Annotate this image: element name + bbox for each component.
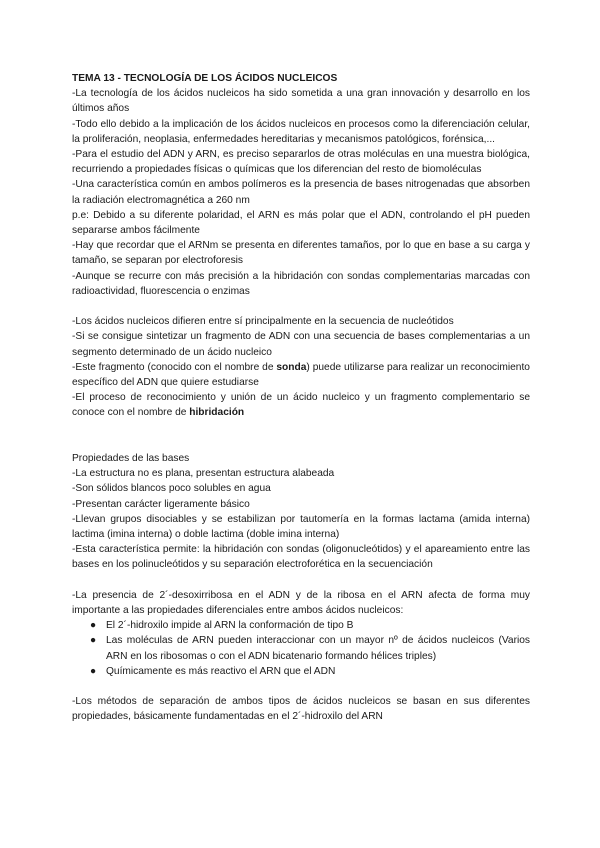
hybridization-term: hibridación [189, 407, 245, 419]
list-item [90, 618, 530, 633]
document-page [72, 71, 530, 725]
intro-paragraph: -Aunque se recurre con más precisión a la hibridación con sondas complementarias marcadas con radioactividad, fluorescencia o enzimas [72, 270, 530, 297]
hybrid-paragraph [72, 390, 530, 420]
list-item [90, 664, 530, 679]
bullet-icon: ● [90, 635, 97, 647]
intro-paragraph: -Para el estudio del ADN y ARN, es preciso separarlos de otras moléculas en una muestra biológica, recurriendo a propiedades físicas o químicas que los diferencian del resto de biomoléculas [72, 149, 530, 176]
sugar-section [72, 588, 530, 679]
intro-section [72, 86, 530, 299]
intro-paragraph: p.e: Debido a su diferente polaridad, el ARN es más polar que el ADN, controlando el pH pueden separarse ambos fácilmente [72, 209, 530, 237]
intro-paragraph: -Hay que recordar que el ARNm se presenta en diferentes tamaños, por lo que en base a su carga y tamaño, se separan por electroforesis [72, 240, 530, 267]
bases-item: -Esta característica permite: la hibridación con sondas (oligonucleótidos) y el apareamiento entre las bases en los polinucleótidos y su separación electroforética en la secuenciación [72, 544, 530, 571]
bullet-icon: ● [90, 665, 97, 677]
intro-paragraph: -Todo ello debido a la implicación de los ácidos nucleicos en procesos como la diferenciación celular, la proliferación, neoplasia, enfermedades hereditarias y mecanismos patológicos, forénsica,... [72, 118, 530, 145]
list-item-text: Químicamente es más reactivo el ARN que el ADN [106, 665, 336, 677]
sugar-intro: -La presencia de 2´-desoxirribosa en el ADN y de la ribosa en el ARN afecta de forma muy importante a las propiedades diferenciales entre ambos ácidos nucleicos: [72, 589, 530, 617]
bases-item: -Son sólidos blancos poco solubles en agua [72, 483, 271, 495]
hybrid-paragraph [72, 360, 530, 390]
bases-item: -Presentan carácter ligeramente básico [72, 498, 250, 510]
sugar-bullet-list [72, 618, 530, 679]
bullet-icon: ● [90, 620, 97, 632]
probe-term: sonda [276, 361, 307, 373]
bases-item: -La estructura no es plana, presentan estructura alabeada [72, 468, 335, 480]
section-heading: Propiedades de las bases [72, 453, 190, 465]
list-item [90, 633, 530, 663]
bases-section [72, 451, 530, 573]
intro-paragraph: -La tecnología de los ácidos nucleicos ha sido sometida a una gran innovación y desarrollo en los últimos años [72, 88, 530, 115]
hybrid-paragraph: -Si se consigue sintetizar un fragmento de ADN con una secuencia de bases complementarias a un segmento determinado de un ácido nucleico [72, 331, 530, 358]
hybrid-paragraph: -Los ácidos nucleicos difieren entre sí principalmente en la secuencia de nucleótidos [72, 316, 454, 328]
list-item-text: El 2´-hidroxilo impide al ARN la conformación de tipo B [106, 620, 354, 632]
intro-paragraph: -Una característica común en ambos polímeros es la presencia de bases nitrogenadas que absorben la radiación electromagnética a 260 nm [72, 179, 530, 206]
page-title: TEMA 13 - TECNOLOGÍA DE LOS ÁCIDOS NUCLEICOS [72, 73, 338, 84]
hybridization-text: -El proceso de reconocimiento y unión de un ácido nucleico y un fragmento complementario se conoce con el nombre de [72, 392, 530, 419]
bases-item: -Llevan grupos disociables y se estabilizan por tautomería en la formas lactama (amida interna) lactima (imina interna) o doble lactima (doble imina interna) [72, 513, 530, 541]
hybridization-section [72, 314, 530, 420]
probe-text-before: -Este fragmento (conocido con el nombre de [72, 361, 277, 373]
probe-text-after: ) puede utilizarse para realizar un reconocimiento específico del ADN que quiere estudiarse [72, 361, 530, 389]
closing-paragraph: -Los métodos de separación de ambos tipos de ácidos nucleicos se basan en sus diferentes propiedades, básicamente fundamentadas en el 2´-hidroxilo del ARN [72, 696, 530, 723]
list-item-text: Las moléculas de ARN pueden interaccionar con un mayor nº de ácidos nucleicos (Varios ARN en los ribosomas o con el ADN bicatenario formando hélices triples) [106, 635, 530, 662]
